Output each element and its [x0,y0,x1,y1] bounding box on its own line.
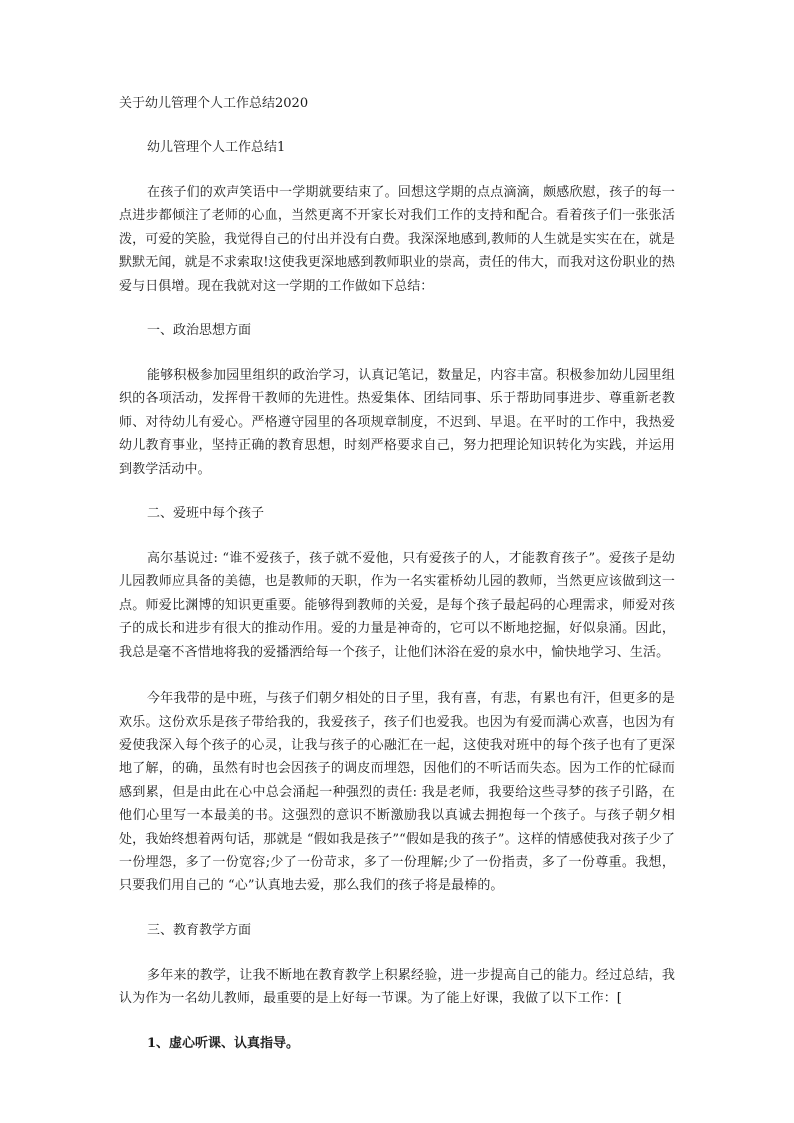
section1-heading: 一、政治思想方面 [147,323,252,339]
document-subtitle: 幼儿管理个人工作总结1 [147,140,286,155]
document-page [119,94,675,1054]
section2-paragraph-2: 今年我带的是中班，与孩子们朝夕相处的日子里，我有喜，有悲，有累也有汗，但更多的是欢乐。这份欢乐是孩子带给我的，我爱孩子，孩子们也爱我。也因为有爱而满心欢喜，也因为有爱使我深入每个孩子的心灵，让我与孩子的心融汇在一起，这使我对班中的每个孩子也有了更深地了解，的确，虽然有时也会因孩子的调皮而埋怨，因他们的不听话而失态。因为工作的忙碌而感到累，但是由此在心中总会涌起一种强烈的责任: 我是老师，我要给这些寻梦的孩子引路，在他们心里写一本最美的书。这强烈的意识不断激励我以真诚去拥抱每一个孩子。与孩子朝夕相处，我始终想着两句话，那就是 “假如我是孩子”“假如是我的孩子”。这样的情感使我对孩子少了一份埋怨，多了一份宽容;少了一份苛求，多了一份理解;少了一份指责，多了一份尊重。我想，只要我们用自己的 “心”认真地去爱，那么我们的孩子将是最棒的。 [119,691,675,894]
section3-item-1: 1、虚心听课、认真指导。 [147,1035,300,1051]
section2-paragraph-1: 高尔基说过: “谁不爱孩子，孩子就不爱他，只有爱孩子的人，才能教育孩子”。爱孩子是幼儿园教师应具备的美德，也是教师的天职，作为一名实霍桥幼儿园的教师，当然更应该做到这一点。师爱比渊博的知识更重要。能够得到教师的关爱，是每个孩子最起码的心理需求，师爱对孩子的成长和进步有很大的推动作用。爱的力量是神奇的，它可以不断地挖掘，好似泉涌。因此，我总是毫不吝惜地将我的爱播洒给每一个孩子，让他们沐浴在爱的泉水中，愉快地学习、生活。 [119,551,675,660]
document-title: 关于幼儿管理个人工作总结2020 [119,96,309,111]
section3-heading: 三、教育教学方面 [147,922,252,938]
section1-paragraph: 能够积极参加园里组织的政治学习，认真记笔记，数量足，内容丰富。积极参加幼儿园里组织的各项活动，发挥骨干教师的先进性。热爱集体、团结同事、乐于帮助同事进步、尊重新老教师、对待幼儿有爱心。严格遵守园里的各项规章制度，不迟到、早退。在平时的工作中，我热爱幼儿教育事业，坚持正确的教育思想，时刻严格要求自己，努力把理论知识转化为实践，并运用到教学活动中。 [119,368,675,477]
intro-paragraph: 在孩子们的欢声笑语中一学期就要结束了。回想这学期的点点滴滴，颇感欣慰，孩子的每一点进步都倾注了老师的心血，当然更离不开家长对我们工作的支持和配合。看着孩子们一张张活泼，可爱的笑脸，我觉得自己的付出并没有白费。我深深地感到,教师的人生就是实实在在，就是默默无闻，就是不求索取!这使我更深地感到教师职业的崇高，责任的伟大，而我对这份职业的热爱与日俱增。现在我就对这一学期的工作做如下总结： [119,185,675,294]
section2-heading: 二、爱班中每个孩子 [147,506,265,522]
section3-paragraph: 多年来的教学，让我不断地在教育教学上积累经验，进一步提高自己的能力。经过总结，我认为作为一名幼儿教师，最重要的是上好每一节课。为了能上好课，我做了以下工作：[ [119,967,675,1007]
